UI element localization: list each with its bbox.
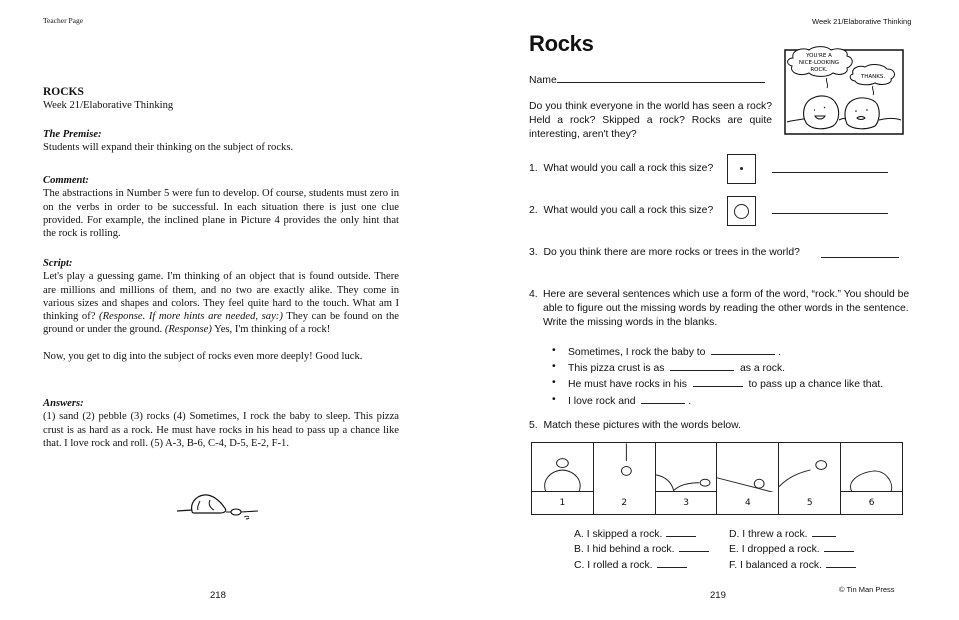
question-1-answer-blank[interactable] [772, 172, 888, 173]
match-option-blank[interactable] [824, 542, 854, 552]
answers-section [43, 397, 399, 450]
match-picture-1 [532, 443, 594, 514]
match-picture-4 [717, 443, 779, 514]
lesson-title-block [43, 86, 399, 113]
sentence-blank[interactable] [711, 344, 775, 355]
cartoon-speech-1-line: ROCK. [810, 67, 828, 73]
circle-rock-icon [734, 204, 749, 219]
question-3 [529, 246, 800, 260]
question-number: 1. [529, 163, 538, 174]
script-text-part: Let's play a guessing game. I'm thinking of an object that is found outside. There are millions and millions of them, and no two are exactly alike. They come in various sizes and shapes and colors. They feel quite hard to the touch. What am I thinking of? [43, 271, 399, 323]
question-2 [529, 204, 713, 218]
match-option-text: C. I rolled a rock. [574, 559, 653, 571]
question-text: Do you think there are more rocks or trees in the world? [543, 247, 800, 258]
balanced-rock-icon [532, 443, 593, 492]
match-label: 5 [806, 498, 813, 508]
script-text [43, 270, 399, 336]
sentence-after: to pass up a chance like that. [748, 379, 884, 391]
match-option-text: B. I hid behind a rock. [574, 544, 675, 556]
sentence-after: . [688, 395, 692, 407]
script-aside: (Response. If more hints are needed, say:) [99, 311, 283, 323]
match-option-blank[interactable] [812, 527, 836, 537]
answers-heading: Answers: [43, 398, 84, 409]
match-option-text: F. I balanced a rock. [729, 559, 822, 571]
match-option [574, 527, 709, 542]
question-text: What would you call a rock this size? [543, 163, 714, 174]
script-closing: Now, you get to dig into the subject of rocks even more deeply! Good luck. [43, 350, 363, 362]
rolled-rock-icon [717, 443, 778, 492]
match-option-text: E. I dropped a rock. [729, 544, 820, 556]
match-label: 4 [745, 498, 751, 508]
intro-text: Do you think everyone in the world has seen a rock? Held a rock? Skipped a rock? Rocks are quite interesting, aren't they? [529, 101, 772, 141]
sentence-item [550, 344, 910, 360]
match-pictures-table [531, 442, 903, 515]
match-option-blank[interactable] [657, 558, 687, 568]
lesson-subtitle: Week 21/Elaborative Thinking [43, 100, 174, 112]
match-label: 2 [621, 498, 628, 508]
match-option [574, 542, 709, 557]
sentence-before: This pizza crust is as [568, 363, 665, 375]
hide-behind-rock-icon [841, 443, 902, 492]
circle-rock-picture [727, 196, 756, 226]
question-4-number: 4. [529, 289, 538, 300]
match-option-text: A. I skipped a rock. [574, 529, 663, 540]
question-4-text: Here are several sentences which use a form of the word, “rock.” You should be able to figure out the missing words by reading the other words in the sentence. Write the missing words in the blanks. [543, 289, 910, 329]
premise-section [43, 128, 399, 155]
question-5 [529, 419, 741, 433]
match-picture-3 [656, 443, 718, 514]
script-text-part: Yes, I'm thinking of a rock! [211, 324, 331, 336]
script-heading: Script: [43, 258, 73, 269]
sentence-blank[interactable] [670, 360, 734, 371]
cartoon-speech-1-line: YOU'RE A [806, 53, 832, 59]
thrown-rock-icon [779, 443, 840, 492]
sentence-item [550, 376, 910, 392]
name-blank[interactable] [557, 72, 765, 83]
match-picture-2 [594, 443, 656, 514]
cartoon-speech-2: THANKS. [860, 74, 886, 80]
match-option [729, 542, 856, 557]
match-picture-5 [779, 443, 841, 514]
match-options-left [574, 527, 709, 573]
sentence-before: I love rock and [568, 395, 636, 407]
question-text: What would you call a rock this size? [543, 205, 714, 216]
match-label: 1 [532, 491, 593, 514]
left-page-header: Teacher Page [43, 16, 84, 25]
sentence-before: Sometimes, I rock the baby to [568, 347, 706, 358]
small-dot-rock-picture [727, 154, 756, 184]
question-number: 5. [529, 420, 538, 431]
question-2-answer-blank[interactable] [772, 213, 888, 214]
rock-drawing-icon [170, 488, 270, 528]
sentence-after: as a rock. [740, 363, 786, 375]
script-section [43, 257, 399, 363]
match-label: 6 [841, 491, 902, 514]
sentence-after: . [778, 347, 782, 358]
match-option [729, 558, 856, 573]
comment-section [43, 174, 399, 240]
sentence-item [550, 360, 910, 376]
dropped-rock-icon [594, 443, 655, 492]
premise-text: Students will expand their thinking on the subject of rocks. [43, 142, 294, 154]
sentence-before: He must have rocks in his [568, 379, 687, 391]
dot-rock-icon [740, 167, 743, 170]
match-option-blank[interactable] [666, 527, 696, 537]
script-text-part: They can be found on the ground or under the ground. [43, 311, 399, 336]
match-option-blank[interactable] [826, 558, 856, 568]
answers-text: (1) sand (2) pebble (3) rocks (4) Sometimes, I rock the baby to sleep. This pizza crust is as hard as a rock. He must have rocks in his head to pass up a chance like that. I love rock and roll. (5) A-3, B-6, C-4, D-5, E-2, F-1. [43, 411, 399, 449]
script-aside: (Response) [164, 324, 212, 336]
left-page-number: 218 [210, 590, 226, 601]
match-option [574, 558, 709, 573]
match-option-blank[interactable] [679, 542, 709, 552]
comment-text: The abstractions in Number 5 were fun to develop. Of course, students must zero in on the verbs in order to be successful. In each situation there is just one clue provided. For example, the inclined plane in Picture 4 provides the only hint that the rock is rolling. [43, 188, 399, 240]
question-text: Match these pictures with the words below. [543, 420, 741, 431]
match-option [729, 527, 856, 542]
right-page-number: 219 [710, 590, 726, 601]
copyright-notice: © Tin Man Press [839, 585, 895, 594]
lesson-title: ROCKS [43, 86, 84, 98]
name-field[interactable] [529, 72, 765, 88]
question-3-answer-blank[interactable] [821, 257, 899, 258]
match-options-right [729, 527, 856, 573]
sentence-blank[interactable] [641, 393, 685, 404]
comment-heading: Comment: [43, 175, 89, 186]
sentence-list [550, 344, 910, 409]
sentence-blank[interactable] [693, 376, 743, 387]
cartoon-speech-1-line: NICE-LOOKING [798, 60, 840, 66]
question-number: 3. [529, 247, 538, 258]
match-label: 3 [656, 491, 717, 514]
match-option-text: D. I threw a rock. [729, 529, 808, 540]
right-page-header: Week 21/Elaborative Thinking [812, 17, 912, 26]
sentence-item [550, 393, 910, 409]
question-number: 2. [529, 205, 538, 216]
talking-rocks-cartoon-icon [783, 44, 905, 136]
name-label: Name [529, 75, 557, 86]
skipped-rock-icon [656, 443, 717, 492]
match-picture-6 [841, 443, 902, 514]
question-1 [529, 162, 713, 176]
premise-heading: The Premise: [43, 129, 102, 140]
worksheet-title: Rocks [529, 31, 594, 56]
